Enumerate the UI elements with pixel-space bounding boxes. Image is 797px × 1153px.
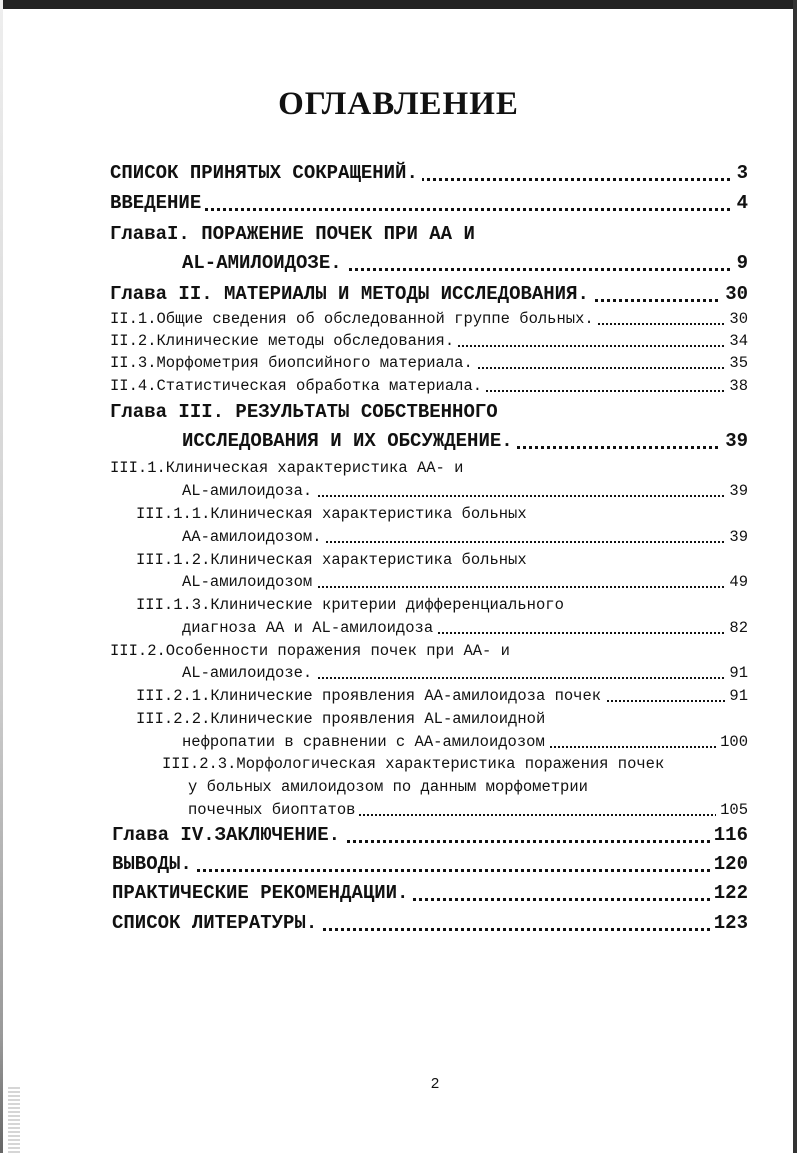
- toc-entry-title: СПИСОК ПРИНЯТЫХ СОКРАЩЕНИЙ.: [110, 162, 422, 184]
- toc-entry-page: 49: [725, 571, 748, 593]
- toc-entry-page: 39: [725, 526, 748, 548]
- toc-entry-page: 91: [725, 662, 748, 684]
- toc-entry-page: 39: [721, 428, 748, 454]
- toc-entry: [136, 594, 748, 616]
- toc-entry: [188, 799, 748, 821]
- toc-entry: [136, 685, 748, 707]
- toc-entry-title: III.1.1.Клиническая характеристика больных: [136, 505, 531, 523]
- toc-entry: [182, 526, 748, 548]
- scan-left-shadow: [0, 0, 3, 1153]
- toc-entry-title: СПИСОК ЛИТЕРАТУРЫ.: [112, 912, 321, 934]
- toc-entry-page: 35: [725, 352, 748, 374]
- toc-entry-title: AL-амилоидоза.: [182, 482, 316, 500]
- page-title: ОГЛАВЛЕНИЕ: [278, 86, 519, 122]
- toc-entry: [182, 250, 748, 276]
- toc-entry-title: ВЫВОДЫ.: [112, 853, 196, 875]
- toc-entry-title: III.2.Особенности поражения почек при АА- и: [110, 642, 514, 660]
- toc-entry: [110, 221, 748, 247]
- toc-entry-page: 39: [725, 480, 748, 502]
- toc-entry-title: почечных биоптатов: [188, 801, 359, 819]
- toc-entry: [112, 851, 748, 877]
- toc-entry: [182, 617, 748, 639]
- toc-entry: [110, 308, 748, 330]
- toc-entry: [136, 549, 748, 571]
- toc-entry: [112, 822, 748, 848]
- toc-entry-page: 3: [733, 160, 748, 186]
- toc-entry-title: III.1.Клиническая характеристика АА- и: [110, 459, 467, 477]
- toc-entry-page: 105: [716, 799, 748, 821]
- toc-entry: [112, 880, 748, 906]
- toc-entry-title: II.4.Статистическая обработка материала.: [110, 377, 486, 395]
- toc-entry-title: ВВЕДЕНИЕ: [110, 192, 205, 214]
- toc-entry-title: диагноза АА и AL-амилоидоза: [182, 619, 437, 637]
- toc-entry-title: AL-амилоидозом: [182, 573, 316, 591]
- toc-entry: [110, 375, 748, 397]
- toc-entry-page: 4: [733, 190, 748, 216]
- toc-entry-title: III.2.2.Клинические проявления AL-амилоидной: [136, 710, 549, 728]
- toc-entry-title: II.3.Морфометрия биопсийного материала.: [110, 354, 477, 372]
- toc-entry-page: 120: [710, 851, 748, 877]
- toc-entry: [112, 910, 748, 936]
- toc-entry: [162, 753, 748, 775]
- toc-entry-page: 100: [716, 731, 748, 753]
- toc-entry-title: Глава IV.ЗАКЛЮЧЕНИЕ.: [112, 824, 344, 846]
- toc-entry-title: III.2.1.Клинические проявления АА-амилоидоза почек: [136, 687, 605, 705]
- toc-entry: [110, 640, 748, 662]
- toc-entry: [182, 480, 748, 502]
- leader-dots: [110, 208, 748, 211]
- toc-entry-title: III.2.3.Морфологическая характеристика поражения почек: [162, 755, 668, 773]
- toc-entry-title: AL-амилоидозе.: [182, 664, 316, 682]
- toc-entry: [110, 352, 748, 374]
- toc-entry: [136, 708, 748, 730]
- toc-entry-title: II.1.Общие сведения об обследованной группе больных.: [110, 310, 598, 328]
- toc-entry: [110, 160, 748, 186]
- toc-entry-page: 123: [710, 910, 748, 936]
- toc-entry-page: 38: [725, 375, 748, 397]
- toc-entry-title: ГлаваI. ПОРАЖЕНИЕ ПОЧЕК ПРИ АА И: [110, 223, 479, 245]
- toc-entry: [110, 399, 748, 425]
- toc-entry-page: 91: [725, 685, 748, 707]
- toc-entry: [182, 571, 748, 593]
- toc-entry: [182, 662, 748, 684]
- toc-entry: [182, 428, 748, 454]
- toc-entry-title: нефропатии в сравнении с АА-амилоидозом: [182, 733, 549, 751]
- toc-entry-title: Глава III. РЕЗУЛЬТАТЫ СОБСТВЕННОГО: [110, 401, 502, 423]
- toc-entry: [110, 457, 748, 479]
- toc-entry-page: 82: [725, 617, 748, 639]
- toc-entry-page: 30: [725, 308, 748, 330]
- toc-entry-title: III.1.2.Клиническая характеристика больных: [136, 551, 531, 569]
- toc-entry-title: III.1.3.Клинические критерии дифференциального: [136, 596, 568, 614]
- toc-entry-page: 122: [710, 880, 748, 906]
- toc-entry: [136, 503, 748, 525]
- toc-entry: [182, 731, 748, 753]
- toc-entry-title: AL-АМИЛОИДОЗЕ.: [182, 252, 346, 274]
- toc-entry-title: у больных амилоидозом по данным морфометрии: [188, 778, 592, 796]
- toc-entry-title: Глава II. МАТЕРИАЛЫ И МЕТОДЫ ИССЛЕДОВАНИЯ.: [110, 283, 593, 305]
- toc-entry-title: II.2.Клинические методы обследования.: [110, 332, 458, 350]
- toc-entry-page: 116: [710, 822, 748, 848]
- toc-entry: [110, 330, 748, 352]
- toc-entry-title: ПРАКТИЧЕСКИЕ РЕКОМЕНДАЦИИ.: [112, 882, 412, 904]
- page-number: 2: [430, 1075, 440, 1092]
- toc-entry-title: ИССЛЕДОВАНИЯ И ИХ ОБСУЖДЕНИЕ.: [182, 430, 517, 452]
- scan-artifact: [8, 1085, 20, 1153]
- toc-entry: [110, 190, 748, 216]
- toc-entry-page: 34: [725, 330, 748, 352]
- toc-entry-title: АА-амилоидозом.: [182, 528, 326, 546]
- leader-dots: [112, 869, 748, 872]
- scan-top-border: [0, 0, 797, 9]
- toc-entry-page: 9: [733, 250, 748, 276]
- toc-entry: [110, 281, 748, 307]
- toc-entry-page: 30: [721, 281, 748, 307]
- scan-right-border: [793, 0, 797, 1153]
- toc-entry: [188, 776, 748, 798]
